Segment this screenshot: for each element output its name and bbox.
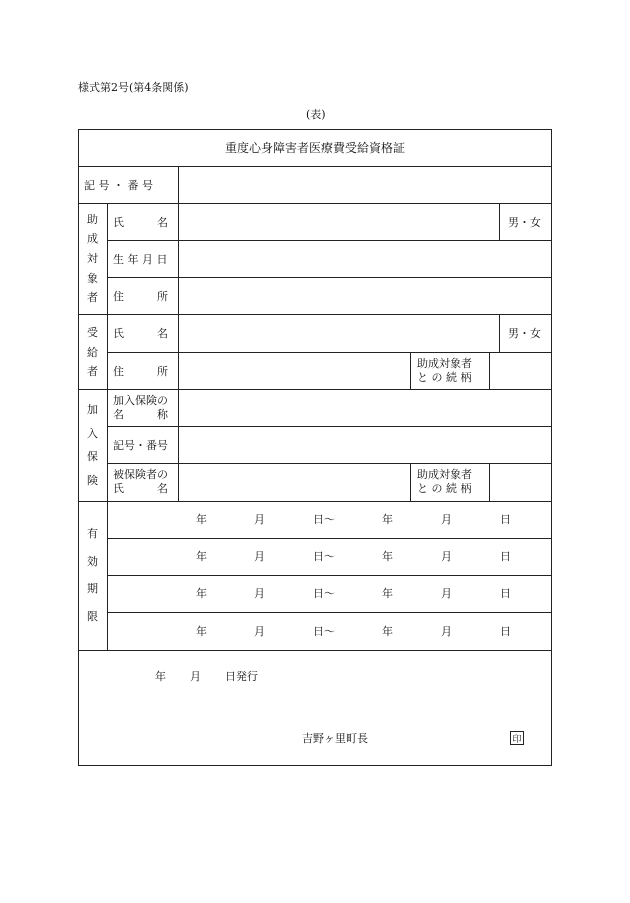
seal-stamp: 印 [510,731,524,745]
kigo-bango-field[interactable] [179,167,551,203]
validity-period-row[interactable]: 年 月 日〜 年 月 日 [196,550,511,563]
josei-name-label: 氏 名 [113,215,168,229]
jukyu-relation-label: 助成対象者 と の 続 柄 [417,357,472,384]
certificate-title: 重度心身障害者医療費受給資格証 [224,141,405,155]
insured-relation-field[interactable] [490,464,551,501]
section-josei-taishosha: 助 成 対 象 者 [87,212,98,305]
josei-birthdate-label: 生 年 月 日 [113,252,168,266]
jukyu-address-label: 住 所 [113,364,168,378]
issuer-mayor: 吉野ヶ里町長 [302,732,368,745]
jukyu-name-label: 氏 名 [113,327,168,340]
insurance-number-label: 記号・番号 [113,438,168,452]
validity-period-row[interactable]: 年 月 日〜 年 月 日 [196,625,511,638]
section-jukyusha: 受 給 者 [87,325,98,379]
insured-relation-label: 助成対象者 と の 続 柄 [417,468,472,495]
josei-gender[interactable]: 男・女 [508,215,541,229]
jukyu-gender[interactable]: 男・女 [508,327,541,340]
section-yuko-kigen: 有 効 期 限 [87,527,98,623]
insured-name-field[interactable] [179,464,410,501]
insurance-name-field[interactable] [179,390,551,426]
jukyu-address-field[interactable] [179,353,410,389]
section-kanyu-hoken: 加 入 保 険 [87,403,98,487]
josei-address-field[interactable] [179,278,551,314]
jukyu-relation-field[interactable] [490,353,551,389]
josei-birthdate-field[interactable] [179,241,551,277]
form-number: 様式第2号(第4条関係) [78,81,189,94]
josei-name-field[interactable] [179,204,499,240]
side-label: (表) [306,108,326,121]
josei-address-label: 住 所 [113,289,168,303]
insured-name-label: 被保険者の 氏 名 [113,468,168,495]
kigo-bango-label: 記 号 ・ 番 号 [84,178,153,192]
validity-period-row[interactable]: 年 月 日〜 年 月 日 [196,513,511,526]
insurance-number-field[interactable] [179,427,551,463]
insurance-name-label: 加入保険の 名 称 [113,394,168,421]
jukyu-name-field[interactable] [179,315,499,352]
validity-period-row[interactable]: 年 月 日〜 年 月 日 [196,587,511,600]
